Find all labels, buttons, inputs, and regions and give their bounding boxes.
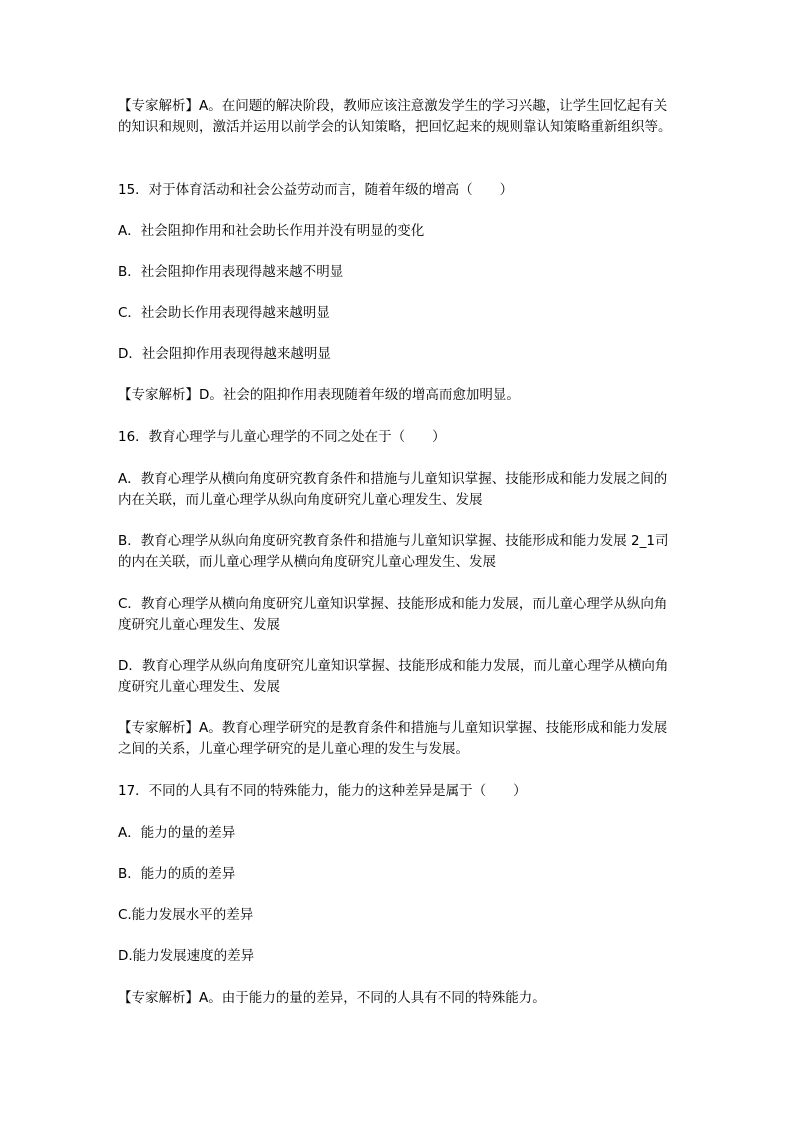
analysis-q17: 【专家解析】A。由于能力的量的差异，不同的人具有不同的特殊能力。	[118, 990, 546, 1006]
analysis-q15: 【专家解析】D。社会的阻抑作用表现随着年级的增高而愈加明显。	[118, 387, 520, 403]
option-17-c: C.能力发展水平的差异	[118, 907, 254, 923]
question-17: 17．不同的人具有不同的特殊能力，能力的这种差异是属于（ ）	[118, 783, 527, 799]
analysis-q16: 【专家解析】A。教育心理学研究的是教育条件和措施与儿童知识掌握、技能形成和能力发展之间的关系，儿童心理学研究的是儿童心理的发生与发展。	[118, 720, 668, 757]
option-17-a: A．能力的量的差异	[118, 825, 236, 841]
option-17-b: B．能力的质的差异	[118, 866, 236, 882]
analysis-q14: 【专家解析】A。在问题的解决阶段，教师应该注意激发学生的学习兴趣，让学生回忆起有关的知识和规则，激活并运用以前学会的认知策略，把回忆起来的规则靠认知策略重新组织等。	[118, 98, 672, 135]
option-16-c: C．教育心理学从横向角度研究儿童知识掌握、技能形成和能力发展，而儿童心理学从纵向角度研究儿童心理发生、发展	[118, 596, 668, 633]
option-17-d: D.能力发展速度的差异	[118, 948, 255, 964]
option-15-d: D．社会阻抑作用表现得越来越明显	[118, 346, 331, 362]
option-16-b: B．教育心理学从纵向角度研究教育条件和措施与儿童知识掌握、技能形成和能力发展 2_1司的内在关联，而儿童心理学从横向角度研究儿童心理发生、发展	[118, 533, 669, 570]
option-16-a: A．教育心理学从横向角度研究教育条件和措施与儿童知识掌握、技能形成和能力发展之间的内在关联，而儿童心理学从纵向角度研究儿童心理发生、发展	[118, 471, 668, 508]
option-16-d: D．教育心理学从纵向角度研究儿童知识掌握、技能形成和能力发展，而儿童心理学从横向角度研究儿童心理发生、发展	[118, 658, 669, 695]
option-15-a: A．社会阻抑作用和社会助长作用并没有明显的变化	[118, 223, 425, 239]
option-15-c: C．社会助长作用表现得越来越明显	[118, 305, 330, 321]
question-16: 16．教育心理学与儿童心理学的不同之处在于（ ）	[118, 429, 446, 445]
question-15: 15．对于体育活动和社会公益劳动而言，随着年级的增高（ ）	[118, 182, 514, 198]
option-15-b: B．社会阻抑作用表现得越来越不明显	[118, 264, 344, 280]
